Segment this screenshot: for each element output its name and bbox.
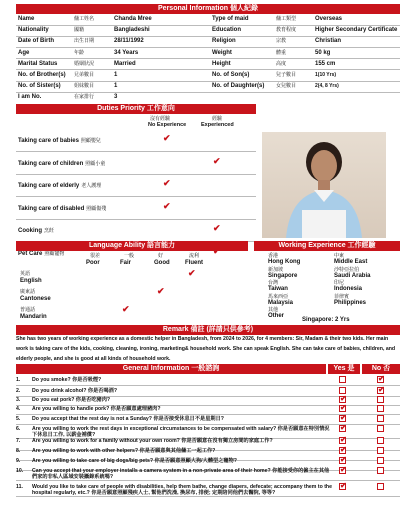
level-label-zh: 一般 <box>124 253 135 259</box>
duties-col2-zh: 經驗 <box>212 116 223 122</box>
check-icon: ✔ <box>340 413 347 422</box>
level-label-zh: 好 <box>158 253 164 259</box>
no-checkbox <box>377 405 384 412</box>
level-label-en: Fluent <box>185 260 203 266</box>
no-checkbox <box>377 467 384 474</box>
question-text: Would you like to take care of people with disabilities, help them bathe, change diapers, defecate; accompany them to the hospital regularly, etc.? 你是否願意照顧殘疾人士, 幫他們洗澡, 換尿布, 排便; 定期陪同他們去醫院, 等等? <box>32 484 332 496</box>
no-checkbox <box>377 387 384 394</box>
general-header: General Information 一般諮詢 <box>16 364 326 374</box>
personal-value: 1 <box>114 72 118 78</box>
yes-checkbox <box>339 415 346 422</box>
other-experience: Singapore: 2 Yrs <box>302 317 350 323</box>
check-icon: ✔ <box>340 423 347 432</box>
yes-checkbox <box>339 425 346 432</box>
check-icon: ✔ <box>340 455 347 464</box>
personal-label: Marital Status <box>18 60 58 67</box>
no-checkbox <box>377 396 384 403</box>
personal-label-right-zh: 女兒數目 <box>276 83 297 90</box>
yes-checkbox <box>339 457 346 464</box>
question-text: Are you willing to work the rest days in exceptional circumstances to be compensated with salary? 你是否願意在特別情況下休息日工作, 以薪金補償? <box>32 426 330 438</box>
personal-label-zh: 姐妹數目 <box>74 83 95 90</box>
question-text: Can you accept that your employer installs a camera system in a non-private area of their home? 你能接受你的僱主在其他們家的非私人區域安裝攝錄系統嗎? <box>32 468 330 480</box>
country-zh: 其他 <box>268 307 279 313</box>
duty-label-zh: 老人護理 <box>81 183 102 189</box>
language-name-en: Mandarin <box>20 314 47 320</box>
duty-label-zh: 照顧寵物 <box>44 250 65 257</box>
country-zh: 馬來西亞 <box>268 293 289 300</box>
question-number: 5. <box>16 416 21 422</box>
personal-label-right-zh: 兒子數目 <box>276 72 297 78</box>
personal-value: 34 Years <box>114 49 139 56</box>
personal-label-right-zh: 體重 <box>276 49 287 56</box>
yes-checkbox <box>339 437 346 444</box>
personal-value: 3 <box>114 94 118 101</box>
personal-label-zh: 國籍 <box>74 27 85 34</box>
check-icon: ✔ <box>340 481 347 490</box>
duty-item <box>18 137 101 145</box>
duty-label: Pet Care <box>18 250 43 257</box>
personal-value-right: 155 cm <box>315 60 336 67</box>
personal-label: Age <box>18 49 30 56</box>
yes-checkbox <box>339 405 346 412</box>
check-icon: ✔ <box>163 133 171 143</box>
yes-checkbox <box>339 376 346 383</box>
duty-label-zh: 烹飪 <box>44 228 55 234</box>
check-icon: ✔ <box>378 374 385 383</box>
check-icon: ✔ <box>340 435 347 444</box>
personal-label: No. of Sister(s) <box>18 83 61 90</box>
level-label-en: Fair <box>120 260 132 266</box>
personal-value-right: 2(4, 8 Yrs) <box>315 83 339 90</box>
country-zh: 中東 <box>334 253 345 259</box>
check-icon: ✔ <box>378 385 385 394</box>
country-en: Indonesia <box>334 286 363 292</box>
country-en: Middle East <box>334 259 368 265</box>
no-checkbox <box>377 483 384 490</box>
no-checkbox <box>377 457 384 464</box>
check-icon: ✔ <box>157 286 165 296</box>
no-header: No 否 <box>362 364 400 374</box>
personal-label-right: Height <box>212 60 231 67</box>
level-label-en: Poor <box>86 260 100 266</box>
duty-item <box>18 205 106 213</box>
question-text: Do you accept that the rest day is not a Sunday? 你是否接受休息日不是星期日? <box>32 416 224 422</box>
language-name-en: English <box>20 278 42 284</box>
duty-label: Cooking <box>18 228 42 234</box>
question-text: Do you eat pork? 你是否吃豬肉? <box>32 397 111 403</box>
personal-label-zh: 傭工姓名 <box>74 16 95 22</box>
no-checkbox <box>377 447 384 454</box>
divider <box>16 196 256 197</box>
question-number: 8. <box>16 448 21 454</box>
question-number: 1. <box>16 377 21 383</box>
check-icon: ✔ <box>188 268 196 278</box>
divider <box>16 174 256 175</box>
personal-value-right: 1(10 Yrs) <box>315 72 337 78</box>
check-icon: ✔ <box>340 465 347 474</box>
personal-label-right-zh: 高度 <box>276 60 287 67</box>
country-en: Hong Kong <box>268 259 301 265</box>
check-icon: ✔ <box>213 223 221 233</box>
duty-label-zh: 照顧小童 <box>85 160 106 167</box>
work-header: Working Experience 工作經驗 <box>254 241 400 251</box>
country-zh: 印尼 <box>334 280 345 286</box>
duties-col2-en: Experienced <box>201 122 234 128</box>
check-icon: ✔ <box>340 394 347 403</box>
question-number: 10. <box>16 468 24 474</box>
language-name-en: Cantonese <box>20 296 51 302</box>
yes-header: Yes 是 <box>328 364 360 374</box>
personal-label-zh: 婚姻狀況 <box>74 60 95 67</box>
personal-label-right-zh: 教育程度 <box>276 27 297 34</box>
country-en: Philippines <box>334 299 367 306</box>
personal-header: Personal Information 個人紀錄 <box>16 4 400 14</box>
divider <box>16 385 400 386</box>
question-number: 7. <box>16 438 21 444</box>
personal-label-right: Type of maid <box>212 16 249 22</box>
yes-checkbox <box>339 396 346 403</box>
duty-label: Taking care of children <box>18 160 84 167</box>
personal-label-zh: 在家排行 <box>74 94 95 101</box>
country-en: Saudi Arabia <box>334 272 371 279</box>
duties-col1-en: No Experience <box>148 122 187 128</box>
personal-value: 1 <box>114 83 118 90</box>
country-en: Malaysia <box>268 299 294 306</box>
question-number: 2. <box>16 388 21 394</box>
question-number: 9. <box>16 458 21 464</box>
remark-text: She has two years of working experience as a domestic helper in Bangladesh, from 2024 to 2026, for 4 members: Sir, Madam & their two kids. Her main work is taking care of the kids, cooking, cleaning, ironing, marketing& household work. She can speak English. She can take care of babies, children, and elderly people, and she is good at all kinds of household work. <box>16 336 396 362</box>
candidate-photo <box>262 132 386 238</box>
duty-label-zh: 照顧嬰兒 <box>80 138 101 144</box>
duties-header: Duties Priority 工作意向 <box>16 104 256 114</box>
question-text: Do you drink alcohol? 你是否喝酒? <box>32 388 118 394</box>
check-icon: ✔ <box>340 445 347 454</box>
country-zh: 香港 <box>268 253 279 259</box>
question-number: 4. <box>16 406 21 412</box>
country-zh: 菲律賓 <box>334 293 350 300</box>
check-icon: ✔ <box>122 304 130 314</box>
personal-value: 28/11/1992 <box>114 38 144 45</box>
language-name-zh: 英語 <box>20 271 31 277</box>
personal-label: Nationality <box>18 27 49 34</box>
personal-label-right: Religion <box>212 38 236 45</box>
personal-label-right: Weight <box>212 49 232 56</box>
duties-col1-zh: 沒有經驗 <box>150 116 171 122</box>
no-checkbox <box>377 425 384 432</box>
question-number: 11. <box>16 484 23 490</box>
language-name-zh: 普通話 <box>20 307 36 313</box>
duty-item <box>18 227 54 235</box>
personal-value-right: Higher Secondary Certificate <box>315 27 398 34</box>
check-icon: ✔ <box>163 200 171 211</box>
divider <box>16 151 256 152</box>
duty-label: Taking care of elderly <box>18 183 80 189</box>
remark-header: Remark 備註 (詳請只供參考) <box>16 325 400 335</box>
check-icon: ✔ <box>163 178 171 188</box>
personal-value-right: Christian <box>315 38 342 45</box>
yes-checkbox <box>339 387 346 394</box>
country-zh: 新加坡 <box>268 266 284 273</box>
personal-label-right-zh: 宗教 <box>276 38 287 45</box>
duty-label: Taking care of disabled <box>18 205 85 212</box>
question-text: Do you smoke? 你是否吸煙? <box>32 377 102 383</box>
country-zh: 台灣 <box>268 280 279 286</box>
check-icon: ✔ <box>340 403 347 412</box>
personal-value: Chanda Mree <box>114 16 152 22</box>
personal-label: I am No. <box>18 94 42 101</box>
yes-checkbox <box>339 447 346 454</box>
level-label-zh: 流利 <box>189 253 200 259</box>
no-checkbox <box>377 437 384 444</box>
divider <box>16 496 400 497</box>
personal-label: Name <box>18 16 35 22</box>
divider <box>16 219 256 220</box>
country-en: Taiwan <box>268 286 288 292</box>
duty-item <box>18 160 105 168</box>
personal-value: Married <box>114 60 136 67</box>
duty-label: Taking care of babies <box>18 138 79 144</box>
personal-label-zh: 年齡 <box>74 49 85 56</box>
personal-label-right: Education <box>212 27 242 34</box>
level-label-zh: 很差 <box>90 253 101 259</box>
country-zh: 沙特亞拉伯 <box>334 266 360 273</box>
country-en: Other <box>268 313 285 319</box>
level-label-en: Good <box>154 260 170 266</box>
question-number: 3. <box>16 397 21 403</box>
yes-checkbox <box>339 483 346 490</box>
country-en: Singapore <box>268 272 298 279</box>
check-icon: ✔ <box>213 155 221 166</box>
personal-label-zh: 出生日期 <box>74 38 95 45</box>
language-name-zh: 廣東話 <box>20 289 36 295</box>
personal-value-right: Overseas <box>315 16 343 22</box>
personal-label-right: No. of Son(s) <box>212 72 250 78</box>
portrait-image <box>262 132 386 238</box>
yes-checkbox <box>339 467 346 474</box>
no-checkbox <box>377 376 384 383</box>
no-checkbox <box>377 415 384 422</box>
question-text: Are you willing to take care of big dogs/big pets? 你是否願意照顧大狗/大體型之寵物? <box>32 458 237 464</box>
question-text: Are you willing to handle pork? 你是否願意處理豬肉? <box>32 406 161 412</box>
personal-label: Date of Birth <box>18 38 54 45</box>
personal-label-right: No. of Daughter(s) <box>212 83 265 90</box>
duty-item <box>18 182 101 190</box>
question-text: Are you willing to work for a family without your own room? 你是否願意在沒有獨立房間的家庭工作? <box>32 438 273 444</box>
personal-value: Bangladeshi <box>114 27 150 34</box>
personal-value-right: 50 kg <box>315 49 331 56</box>
personal-label-zh: 兄弟數目 <box>74 72 95 78</box>
question-number: 6. <box>16 426 21 432</box>
personal-label: No. of Brother(s) <box>18 72 66 78</box>
duty-label-zh: 照顧傷殘 <box>86 205 107 212</box>
personal-label-right-zh: 傭工類型 <box>276 16 297 22</box>
question-text: Are you willing to work with other helpers? 你是否願意與其他傭工一起工作? <box>32 448 216 454</box>
language-header: Language Ability 語言能力 <box>16 241 248 251</box>
